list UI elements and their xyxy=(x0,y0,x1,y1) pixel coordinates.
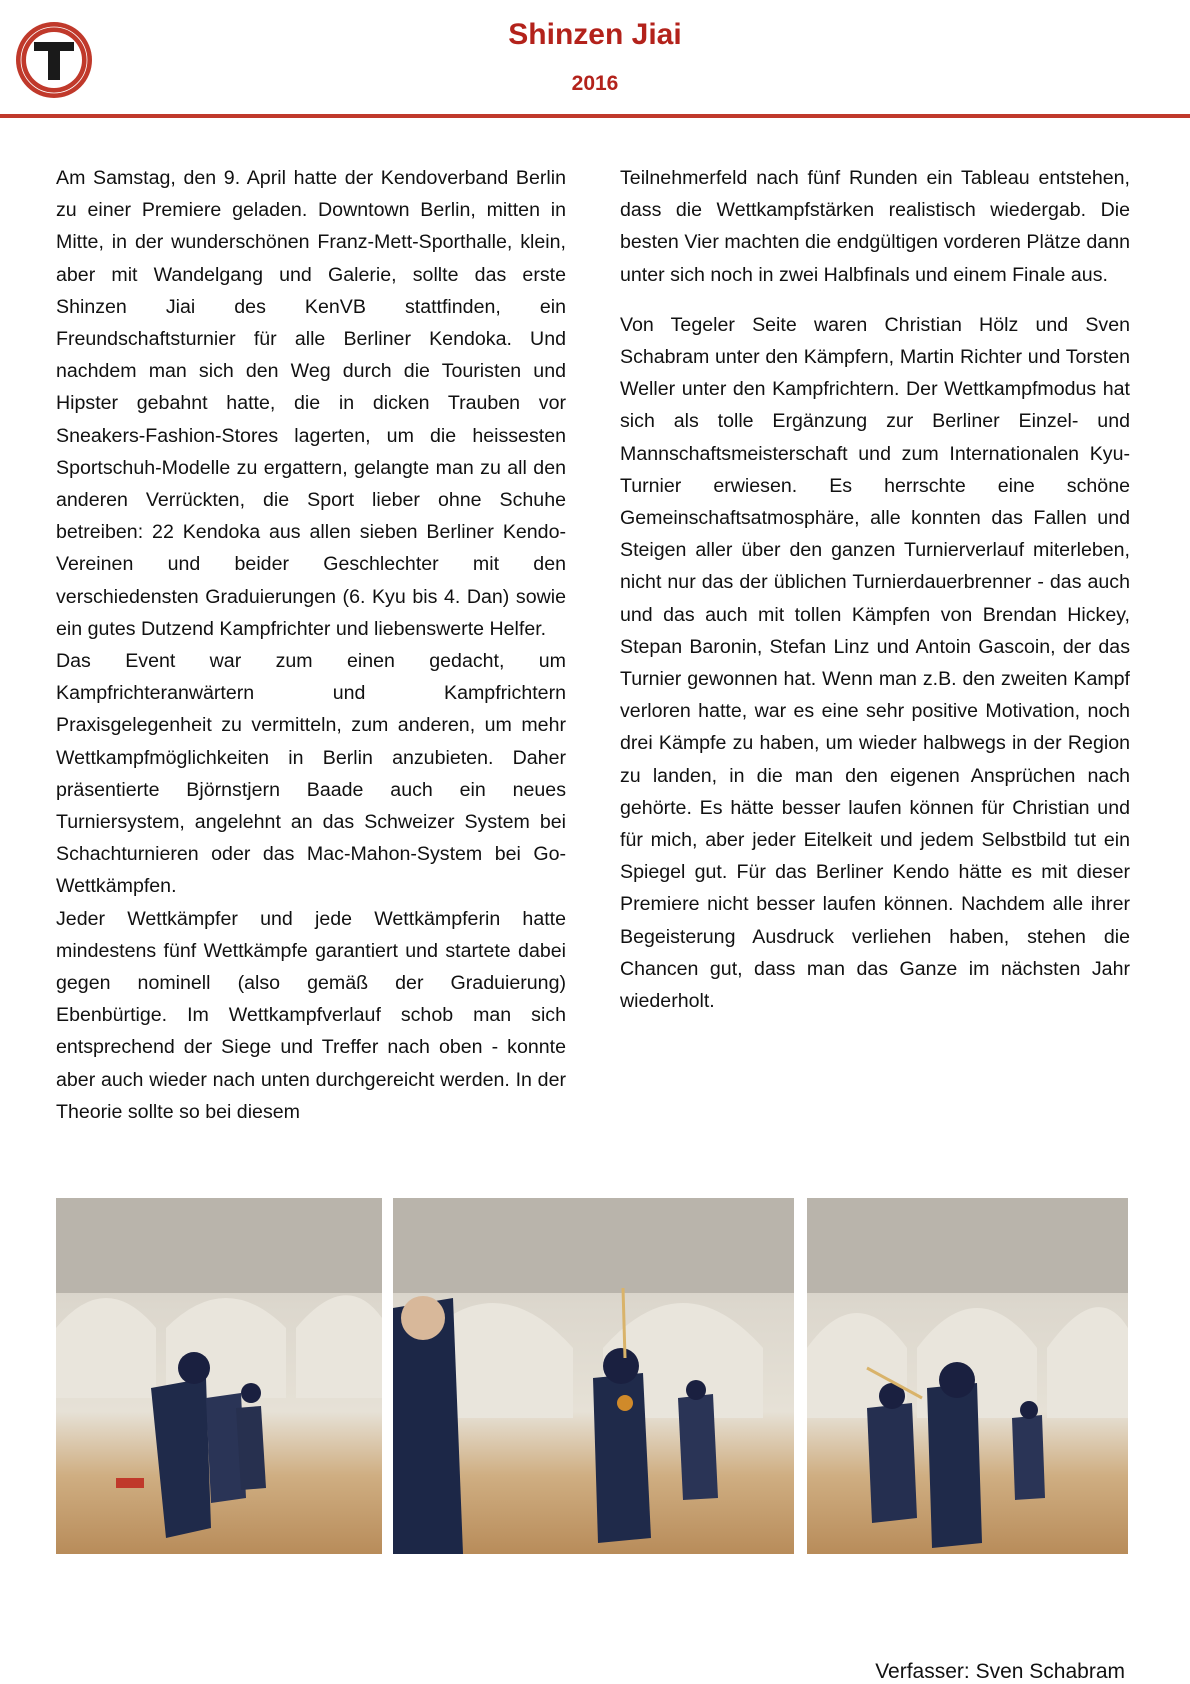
article-left-column xyxy=(56,162,566,1128)
article-paragraph: Teilnehmerfeld nach fünf Runden ein Tableau entstehen, dass die Wettkampfstärken realistisch wiedergab. Die besten Vier machten die endgültigen vorderen Plätze dann unter sich noch in zwei Halbfinals und einem Finale aus. xyxy=(620,167,1130,286)
page-year: 2016 xyxy=(571,72,619,95)
kendo-match-photo-3 xyxy=(807,1198,1128,1554)
article-paragraph: Das Event war zum einen gedacht, um Kampfrichteranwärtern und Kampfrichtern Praxisgelegenheit zu vermitteln, zum anderen, um mehr Wettkampfmöglichkeiten in Berlin anzubieten. Daher präsentierte Björnstjern Baade auch ein neues Turniersystem, angelehnt an das Schweizer System bei Schachturnieren oder das Mac-Mahon-System bei Go-Wettkämpfen. xyxy=(56,650,566,898)
article-right-column xyxy=(620,162,1130,1017)
author-credit: Verfasser: Sven Schabram xyxy=(875,1660,1125,1683)
page-title: Shinzen Jiai xyxy=(508,18,682,51)
kendo-match-photo-2 xyxy=(393,1198,794,1554)
article-paragraph: Jeder Wettkämpfer und jede Wettkämpferin hatte mindestens fünf Wettkämpfe garantiert und startete dabei gegen nominell (also gemäß der Graduierung) Ebenbürtige. Im Wettkampfverlauf schob man sich entsprechend der Siege und Treffer nach oben - konnte aber auch wieder nach unten durchgereicht werden. In der Theorie sollte so bei diesem xyxy=(56,907,566,1123)
kendo-match-photo-1 xyxy=(56,1198,382,1554)
article-paragraph: Von Tegeler Seite waren Christian Hölz und Sven Schabram unter den Kämpfern, Martin Richter und Torsten Weller unter den Kampfrichtern. Der Wettkampfmodus hat sich als tolle Ergänzung zur Berliner Einzel- und Mannschaftsmeisterschaft und zum Internationalen Kyu-Turnier erwiesen. Es herrschte eine schöne Gemeinschaftsatmosphäre, alle konnten das Fallen und Steigen aller über den ganzen Turnierverlauf miterleben, nicht nur das der üblichen Turnierdauerbrenner - das auch und das auch mit tollen Kämpfen von Brendan Hickey, Stepan Baronin, Stefan Linz und Antoin Gascoin, der das Turnier gewonnen hat. Wenn man z.B. den zweiten Kampf verloren hatte, war es eine sehr positive Motivation, noch drei Kämpfe zu haben, um wieder halbwegs in der Region zu landen, in die man den eigenen Ansprüchen nach gehörte. Es hätte besser laufen können für Christian und für mich, aber jeder Eitelkeit und jedem Selbstbild tut ein Spiegel gut. Für das Berliner Kendo hätte es mit dieser Premiere nicht besser laufen können. Nachdem alle ihrer Begeisterung Ausdruck verliehen haben, stehen die Chancen gut, dass man das Ganze im nächsten Jahr wiederholt. xyxy=(620,313,1130,1013)
article-paragraph: Am Samstag, den 9. April hatte der Kendoverband Berlin zu einer Premiere geladen. Downtown Berlin, mitten in Mitte, in der wunderschönen Franz-Mett-Sporthalle, klein, aber mit Wandelgang und Galerie, sollte das erste Shinzen Jiai des KenVB stattfinden, ein Freundschaftsturnier für alle Berliner Kendoka. Und nachdem man sich den Weg durch die Touristen und Hipster gebahnt hatte, die in dicken Trauben vor Sneakers-Fashion-Stores lagerten, um die heissesten Sportschuh-Modelle zu ergattern, gelangte man zu all den anderen Verrückten, die Sport lieber ohne Schuhe betreiben: 22 Kendoka aus allen sieben Berliner Kendo-Vereinen und beider Geschlechter mit den verschiedensten Graduierungen (6. Kyu bis 4. Dan) sowie ein gutes Dutzend Kampfrichter und liebenswerte Helfer. xyxy=(56,167,566,640)
header-divider xyxy=(0,114,1190,118)
